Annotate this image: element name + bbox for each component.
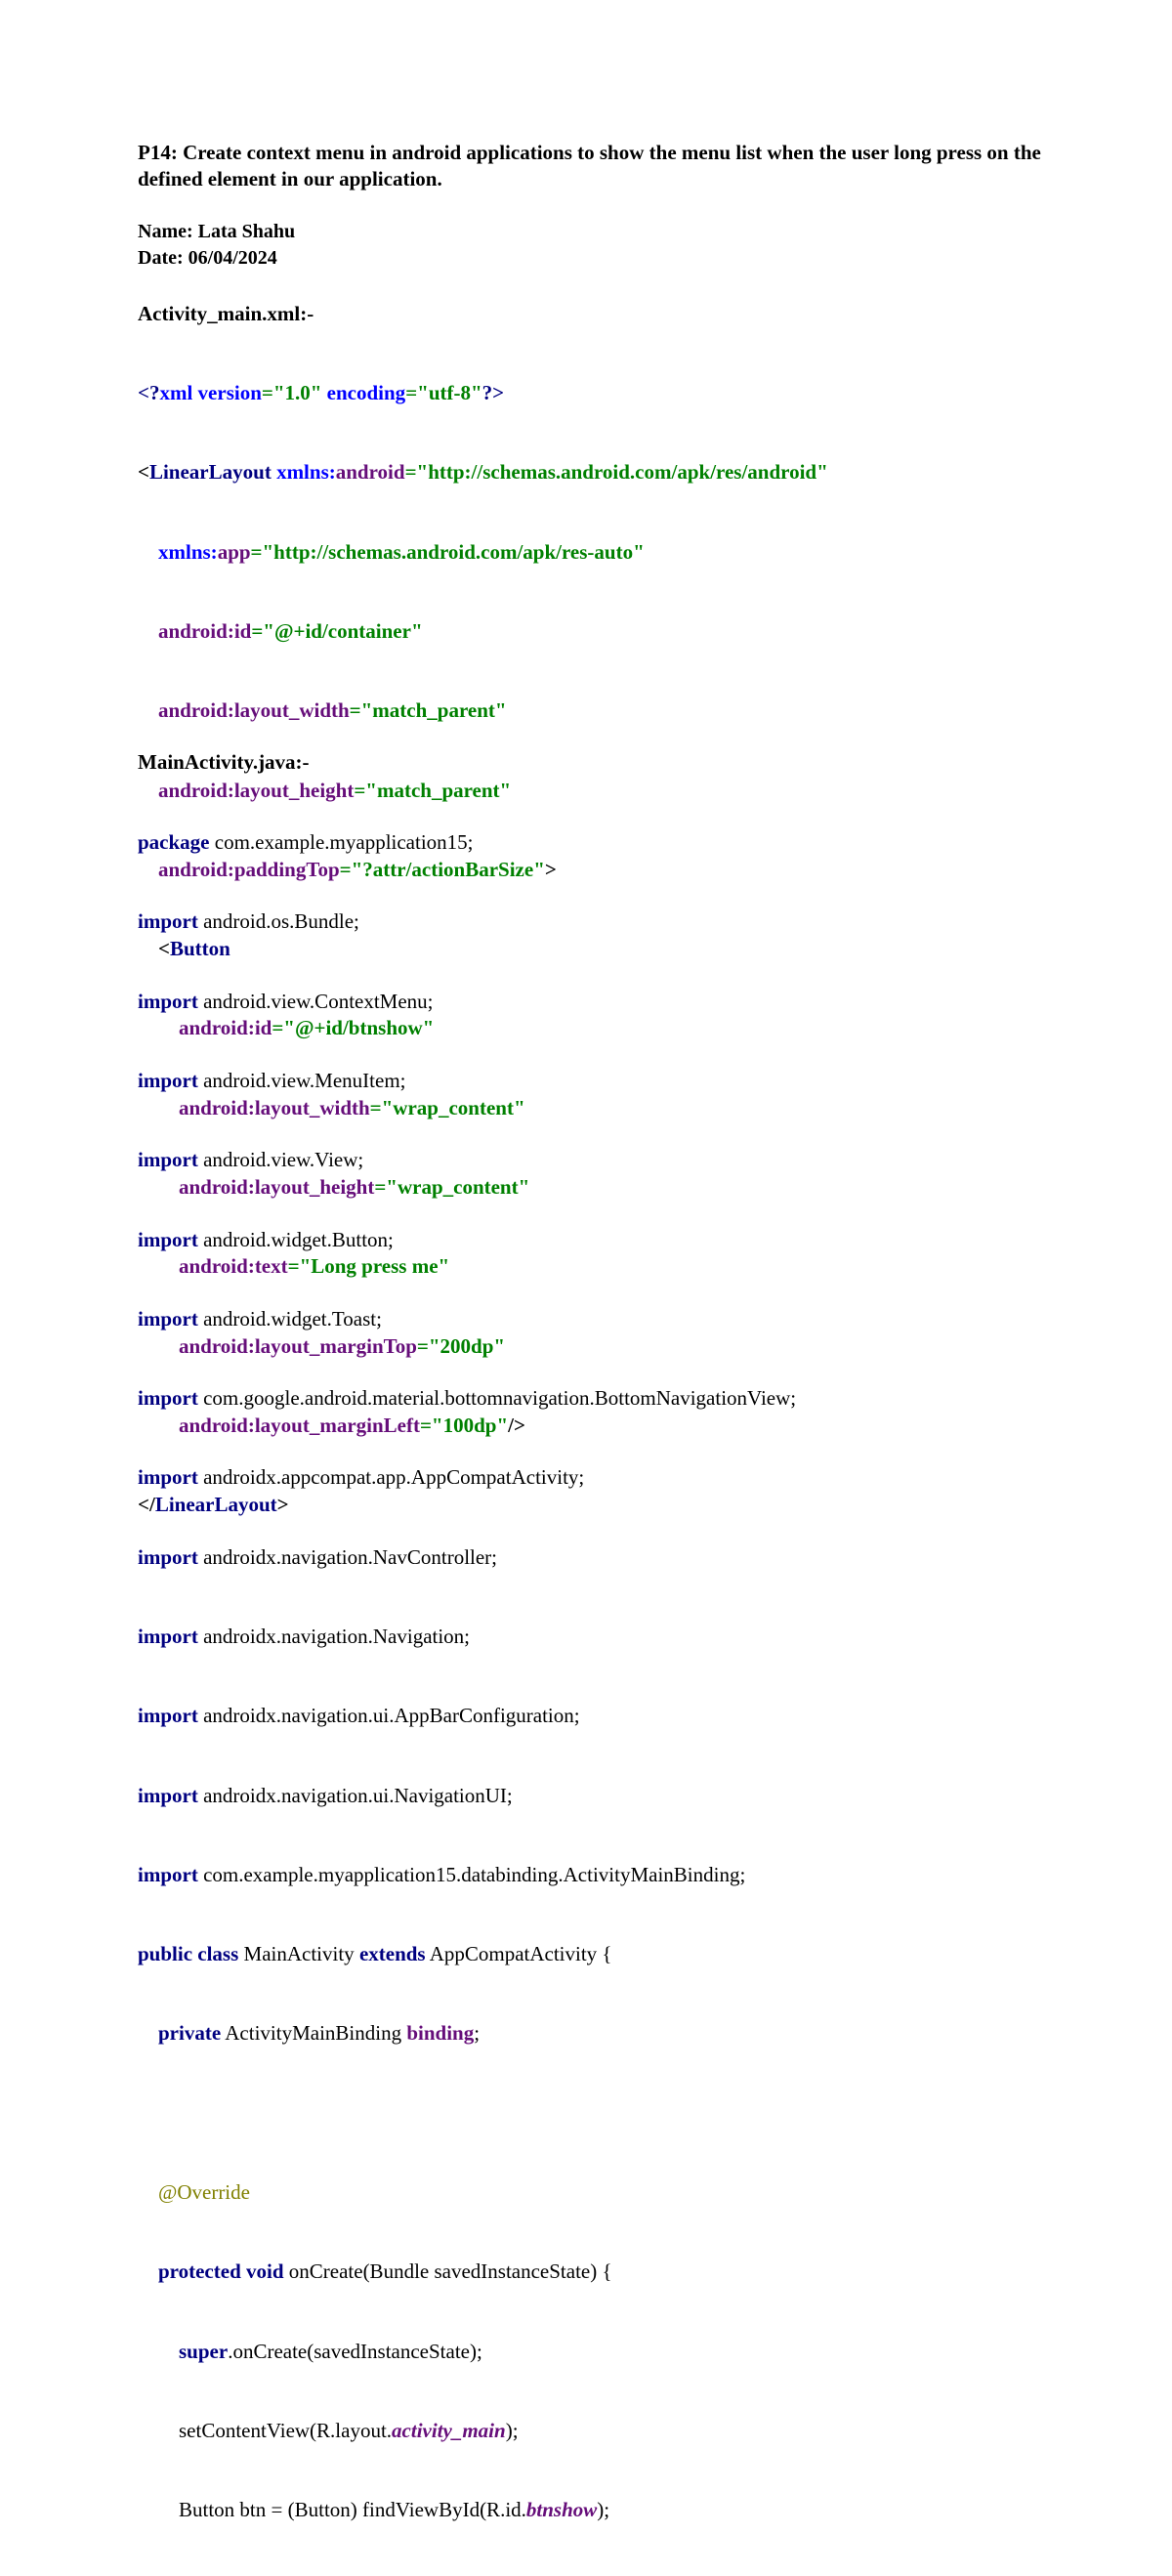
xml-code-line	[138, 459, 828, 486]
java-import-line	[138, 989, 796, 1015]
xml-token: android:	[138, 1175, 255, 1199]
xml-token: />	[508, 1413, 525, 1437]
java-import-line	[138, 1544, 796, 1571]
java-token: AppCompatActivity {	[425, 1942, 612, 1966]
xml-token: ="@+id/container"	[251, 619, 423, 644]
java-token: android.os.Bundle;	[197, 909, 359, 934]
xml-token: ="200dp"	[416, 1333, 506, 1358]
xml-token: ="utf-8"	[405, 381, 482, 405]
java-token: ;	[474, 2021, 481, 2046]
java-indent	[138, 2180, 158, 2204]
java-keyword: import	[138, 1704, 198, 1728]
xml-token: id	[233, 619, 252, 644]
java-keyword: import	[138, 1306, 198, 1330]
java-token: androidx.appcompat.app.AppCompatActivity;	[197, 1465, 585, 1490]
xml-code-line	[138, 380, 828, 406]
java-code-line	[138, 2179, 796, 2206]
java-keyword: import	[138, 1544, 198, 1569]
java-code-block	[138, 777, 796, 2576]
java-token: android.view.ContextMenu;	[197, 989, 434, 1013]
xml-token: ="match_parent"	[349, 698, 507, 723]
xml-token: paddingTop	[233, 857, 340, 881]
java-code-line	[138, 2020, 796, 2047]
java-import-line	[138, 1147, 796, 1173]
xml-token: <	[138, 460, 149, 485]
java-token: ActivityMainBinding	[221, 2021, 407, 2046]
document-date: Date: 06/04/2024	[138, 247, 277, 269]
java-indent	[138, 2021, 158, 2045]
java-keyword: import	[138, 1148, 198, 1172]
xml-token: xml	[159, 381, 198, 405]
java-code-line	[138, 2339, 796, 2365]
xml-token: xmlns:	[276, 460, 336, 485]
java-import-line	[138, 1385, 796, 1412]
xml-token: android:	[138, 778, 234, 802]
java-token: com.example.myapplication15;	[209, 830, 474, 855]
java-field: btnshow	[525, 2498, 598, 2522]
java-import-line	[138, 908, 796, 935]
java-keyword: import	[138, 989, 198, 1013]
xml-token: text	[254, 1254, 288, 1279]
java-token: com.google.android.material.bottomnavigation.BottomNavigationView;	[197, 1386, 797, 1411]
java-token: android.widget.Button;	[197, 1227, 394, 1251]
java-indent	[138, 2419, 179, 2442]
java-keyword: import	[138, 1227, 198, 1251]
java-keyword: public class	[138, 1942, 239, 1966]
xml-token: encoding	[326, 381, 406, 405]
java-import-line	[138, 1227, 796, 1253]
java-keyword: import	[138, 1069, 198, 1093]
java-keyword: import	[138, 1862, 198, 1886]
java-code-line	[138, 2418, 796, 2444]
java-token: com.example.myapplication15.databinding.ActivityMainBinding;	[197, 1862, 746, 1886]
java-keyword: import	[138, 909, 198, 934]
java-keyword: package	[138, 830, 210, 855]
java-token: androidx.navigation.NavController;	[197, 1544, 498, 1569]
java-code-line	[138, 829, 796, 856]
xml-token: android:	[138, 619, 234, 644]
xml-token: LinearLayout	[154, 1493, 277, 1517]
xml-file-heading: Activity_main.xml:-	[138, 302, 314, 325]
java-import-line	[138, 1624, 796, 1650]
java-token: androidx.navigation.Navigation;	[197, 1625, 471, 1648]
java-token: androidx.navigation.ui.NavigationUI;	[197, 1783, 513, 1807]
java-indent	[138, 2340, 179, 2363]
java-token: );	[597, 2498, 610, 2522]
java-token: android.view.View;	[197, 1148, 364, 1172]
xml-token: ?>	[481, 381, 505, 405]
xml-token: ="match_parent"	[354, 778, 512, 802]
xml-code-line	[138, 618, 828, 645]
java-code-line	[138, 1941, 796, 1967]
java-code-line	[138, 2259, 796, 2285]
java-keyword: import	[138, 1465, 198, 1490]
xml-token: android:	[138, 857, 234, 881]
java-token: MainActivity	[238, 1942, 359, 1966]
xml-token: <	[138, 937, 170, 961]
xml-token: layout_marginTop	[254, 1333, 417, 1358]
xml-token: ="wrap_content"	[374, 1175, 530, 1199]
xml-token: xmlns:	[138, 539, 218, 564]
xml-token: app	[217, 539, 251, 564]
xml-token: ="wrap_content"	[369, 1095, 525, 1119]
java-keyword: import	[138, 1783, 198, 1807]
xml-token: android:	[138, 1016, 255, 1040]
xml-token: android:	[138, 1254, 255, 1279]
java-keyword: private	[158, 2021, 222, 2046]
xml-token: android	[335, 460, 405, 485]
xml-token: version	[197, 381, 262, 405]
xml-token: ="@+id/btnshow"	[272, 1016, 435, 1040]
practical-title: P14: Create context menu in android applications to show the menu list when the user long press on the defined element in our application.	[138, 141, 1041, 190]
xml-token: >	[544, 857, 557, 881]
java-keyword: import	[138, 1625, 198, 1648]
java-keyword: protected void	[158, 2259, 284, 2284]
java-token: android.widget.Toast;	[197, 1306, 382, 1330]
xml-token: LinearLayout	[148, 460, 277, 485]
xml-token: layout_width	[233, 698, 350, 723]
xml-token: ="http://schemas.android.com/apk/res/android"	[404, 460, 828, 485]
xml-token: <?	[138, 381, 160, 405]
xml-token: android:	[138, 698, 234, 723]
java-token: androidx.navigation.ui.AppBarConfiguration;	[197, 1704, 580, 1728]
student-name: Name: Lata Shahu	[138, 221, 296, 242]
xml-token: id	[254, 1016, 272, 1040]
java-token: Button btn = (Button) findViewById(R.id.	[179, 2498, 526, 2522]
java-blank-line	[138, 2100, 796, 2127]
java-import-line	[138, 1862, 796, 1888]
java-code-line	[138, 2497, 796, 2523]
xml-token: Button	[169, 937, 230, 961]
xml-token: layout_width	[254, 1095, 370, 1119]
xml-token: ="http://schemas.android.com/apk/res-auto"	[250, 539, 645, 564]
java-field: activity_main	[392, 2418, 506, 2442]
java-indent	[138, 2259, 158, 2283]
xml-token: android:	[138, 1413, 255, 1437]
xml-token: >	[276, 1493, 289, 1517]
xml-token: ="100dp"	[419, 1413, 509, 1437]
xml-token: android:	[138, 1095, 255, 1119]
java-token: setContentView(R.layout.	[179, 2418, 393, 2442]
java-import-line	[138, 1464, 796, 1491]
xml-token: layout_height	[254, 1175, 375, 1199]
xml-token: android:	[138, 1333, 255, 1358]
java-field: binding	[406, 2021, 475, 2046]
xml-token: </	[138, 1493, 155, 1517]
java-import-line	[138, 1068, 796, 1094]
xml-token: layout_height	[233, 778, 355, 802]
java-file-heading: MainActivity.java:-	[138, 750, 310, 774]
java-import-line	[138, 1703, 796, 1729]
java-import-line	[138, 1783, 796, 1809]
xml-token: layout_marginLeft	[254, 1413, 420, 1437]
java-keyword: import	[138, 1386, 198, 1411]
java-keyword: extends	[358, 1942, 426, 1966]
java-token: );	[505, 2418, 519, 2442]
java-token: android.view.MenuItem;	[197, 1069, 406, 1093]
xml-token: ="1.0"	[261, 381, 327, 405]
java-annotation: @Override	[158, 2179, 250, 2204]
java-import-line	[138, 1306, 796, 1332]
xml-token: ="Long press me"	[287, 1254, 450, 1279]
java-keyword: super	[179, 2339, 229, 2363]
xml-token: ="?attr/actionBarSize"	[339, 857, 545, 881]
java-token: onCreate(Bundle savedInstanceState) {	[283, 2259, 612, 2284]
xml-code-line	[138, 697, 828, 724]
java-indent	[138, 2498, 179, 2521]
xml-code-line	[138, 539, 828, 566]
java-token: .onCreate(savedInstanceState);	[228, 2339, 482, 2363]
